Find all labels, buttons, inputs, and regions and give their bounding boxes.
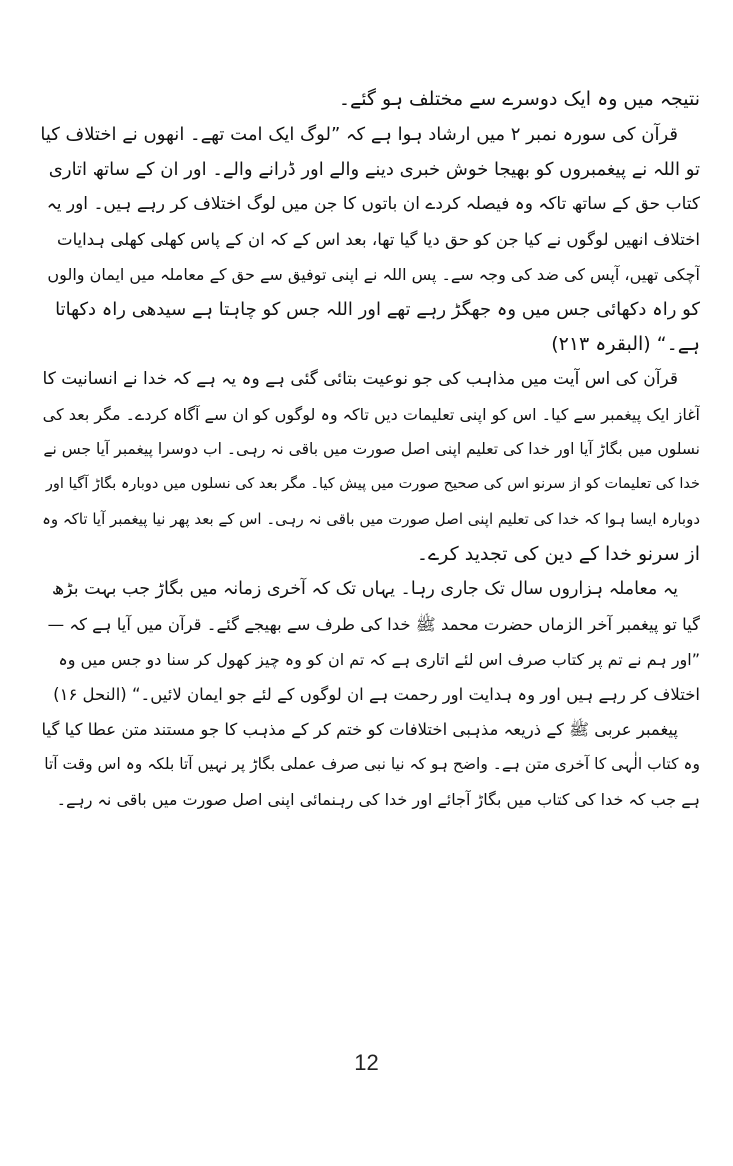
text-line: کو راہ دکھائی جس میں وہ جھگڑ رہے تھے اور اللہ جس کو چاہتا ہے سیدھی راہ دکھاتا <box>55 299 700 320</box>
paragraph-first-line: قرآن کی سورہ نمبر ۲ میں ارشاد ہوا ہے کہ ”لوگ ایک امت تھے۔ انھوں نے اختلاف کیا <box>40 124 678 145</box>
quote-line: اختلاف کر رہے ہیں اور وہ ہدایت اور رحمت ہے ان لوگوں کے لئے جو ایمان لائیں۔“ (النحل ۱۶) <box>53 685 700 704</box>
paragraph-first-line: یہ معاملہ ہزاروں سال تک جاری رہا۔ یہاں تک کہ آخری زمانہ میں بگاڑ جب بہت بڑھ <box>51 579 678 599</box>
text-line: نتیجہ میں وہ ایک دوسرے سے مختلف ہو گئے۔ <box>338 88 700 110</box>
text-line: از سرنو خدا کے دین کی تجدید کرے۔ <box>416 543 700 565</box>
text-line: ہے۔“ (البقرہ ۲۱۳) <box>551 333 700 355</box>
text-line: آچکی تھیں، آپس کی ضد کی وجہ سے۔ پس اللہ نے اپنی توفیق سے حق کے معاملہ میں ایمان والوں <box>47 265 700 284</box>
text-line: وہ کتاب الٰہی کا آخری متن ہے۔ واضح ہو کہ نیا نبی صرف عملی بگاڑ پر نہیں آتا بلکہ وہ اس وقت آتا <box>44 755 700 773</box>
quote-line: ”اور ہم نے تم پر کتاب صرف اس لئے اتاری ہے کہ تم ان کو وہ چیز کھول کر سنا دو جس میں وہ <box>58 650 700 669</box>
text-line: ہے جب کہ خدا کی کتاب میں بگاڑ آجائے اور خدا کی رہنمائی اپنی اصل صورت میں باقی نہ رہے۔ <box>56 790 700 809</box>
text-line: گیا تو پیغمبر آخر الزماں حضرت محمد ﷺ خدا کی طرف سے بھیجے گئے۔ قرآن میں آیا ہے کہ — <box>47 615 700 634</box>
text-line: آغاز ایک پیغمبر سے کیا۔ اس کو اپنی تعلیمات دیں تاکہ وہ لوگوں کو ان سے آگاہ کردے۔ مگر بعد کی <box>42 405 700 424</box>
text-line: نسلوں میں بگاڑ آیا اور خدا کی تعلیم اپنی اصل صورت میں باقی نہ رہی۔ اب دوسرا پیغمبر آیا جس نے <box>43 440 700 458</box>
paragraph-first-line: پیغمبر عربی ﷺ کے ذریعہ مذہبی اختلافات کو ختم کر کے مذہب کا جو مستند متن عطا کیا گیا <box>41 720 678 739</box>
page-number: 12 <box>354 1050 379 1075</box>
body-text <box>40 82 700 817</box>
text-line: دوبارہ ایسا ہوا کہ خدا کی تعلیم اپنی اصل صورت میں باقی نہ رہی۔ اس کے بعد پھر نیا پیغمبر آیا تاکہ وہ <box>42 510 700 528</box>
text-line: اختلاف انھیں لوگوں نے کیا جن کو حق دیا گیا تھا، بعد اس کے کہ ان کے پاس کھلی کھلی ہدایات <box>57 230 700 249</box>
text-line: تو اللہ نے پیغمبروں کو بھیجا خوش خبری دینے والے اور ڈرانے والے۔ اور ان کے ساتھ اتاری <box>48 159 700 180</box>
text-line: خدا کی تعلیمات کو از سرنو اس کی صحیح صورت میں پیش کیا۔ مگر بعد کی نسلوں میں دوبارہ بگاڑ آگیا اور <box>45 476 700 492</box>
paragraph-first-line: قرآن کی اس آیت میں مذاہب کی جو نوعیت بتائی گئی ہے وہ یہ ہے کہ خدا نے انسانیت کا <box>42 369 678 389</box>
text-line: کتاب حق کے ساتھ تاکہ وہ فیصلہ کردے ان باتوں کا جن میں لوگ اختلاف کر رہے ہیں۔ اور یہ <box>46 194 700 214</box>
